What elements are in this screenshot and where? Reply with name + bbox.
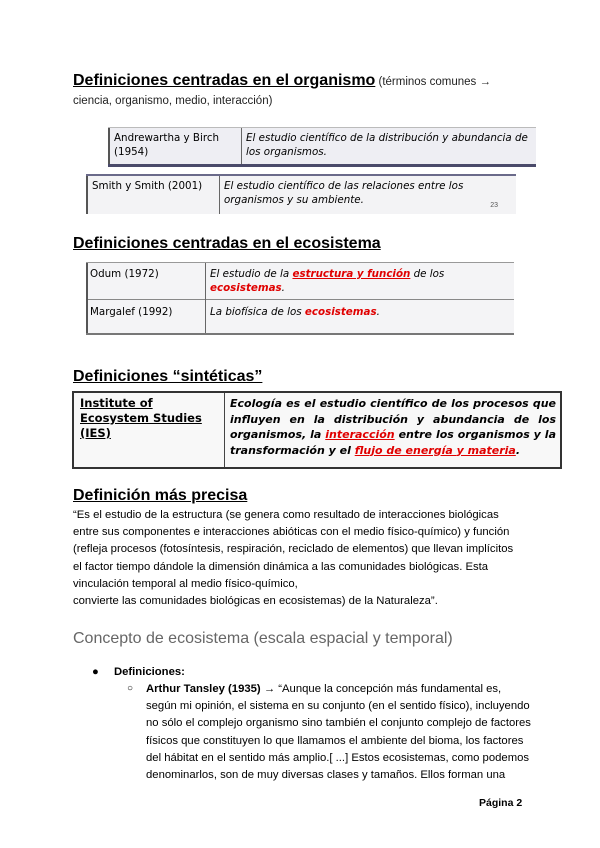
bullet-dot: ●: [92, 666, 99, 678]
definition-text: [210, 305, 510, 319]
highlight: flujo de energía y materia: [354, 443, 516, 457]
def-part: .: [281, 282, 285, 294]
heading-precisa: Definición más precisa: [73, 487, 248, 504]
section-heading: Definiciones centradas en el organismo: [73, 72, 376, 89]
highlight: estructura y función: [292, 268, 411, 280]
sub-bullet-icon: ○: [127, 683, 134, 694]
def-part: entre los organismos y la transformación y el: [230, 428, 556, 457]
precise-definition-end: convierte las comunidades biológicas en ecosistemas) de la Naturaleza”.: [73, 595, 438, 607]
definition-text: [230, 396, 556, 458]
author-text: Institute of Ecosystem Studies (IES): [80, 396, 202, 440]
heading-organismo: [73, 72, 543, 90]
def-part: El estudio de la: [210, 268, 293, 280]
definition-text: El estudio científico de las relaciones entre los organismos y su ambiente.: [224, 180, 464, 206]
def-part: La biofísica de los: [210, 306, 305, 318]
table-row: [86, 174, 516, 214]
author-name: Arthur Tansley (1935): [146, 683, 261, 695]
highlight: interacción: [325, 428, 395, 441]
definition-text: El estudio científico de la distribución y abundancia de los organismos.: [246, 132, 528, 158]
heading-ecosistema: Definiciones centradas en el ecosistema: [73, 235, 381, 252]
quote-text: → “Aunque la concepción más fundamental es, según mi opinión, el sistema en su conjunto (en el sentido físico), incluyendo no sólo el complejo organismo sino también el conjunto complejo de factores físicos que constituyen lo que llamamos el ambiente del bioma, los factores del hábitat en el sentido más amplio.[ ...] Estos ecosistemas, como podemos denominarlos, son de muy diversas clases y tamaños. Ellos forman una: [146, 683, 531, 782]
author-text: Margalef (1992): [90, 306, 173, 318]
precise-definition: “Es el estudio de la estructura (se genera como resultado de interacciones biológicas entre sus componentes e interacciones abióticas con el medio físico-químico) y función (refleja procesos (fotosíntesis, respiración, reciclado de elementos) que llevan implícitos el factor tiempo dándole la dimensión dinámica a las comunidades biológicas. Esta vinculación temporal al medio físico-químico,: [73, 509, 514, 590]
def-part: .: [376, 306, 380, 318]
author-text: Andrewartha y Birch (1954): [114, 132, 220, 158]
column-divider: [224, 393, 225, 467]
table-row: [108, 127, 536, 167]
bullet-label: Definiciones:: [113, 666, 185, 678]
bullet-item: [92, 666, 185, 678]
page-ref: 23: [490, 202, 498, 209]
page-number: Página 2: [479, 797, 523, 809]
author-cell: [108, 128, 242, 164]
heading-concepto: Concepto de ecosistema (escala espacial y temporal): [73, 630, 453, 647]
author-text: Odum (1972): [90, 268, 159, 280]
synthetic-table: [72, 391, 562, 469]
def-part: Ecología es el estudio científico de los procesos que influyen en la distribución y abundancia de los organismos, la: [230, 397, 556, 441]
def-part: .: [515, 443, 521, 457]
definition-text: [210, 267, 510, 295]
def-part: de los: [410, 268, 445, 280]
highlight: ecosistemas: [210, 282, 282, 294]
heading-sinteticas: Definiciones “sintéticas”: [73, 368, 263, 385]
ecosystem-table: [86, 262, 514, 335]
heading-note: (términos comunes →: [375, 76, 491, 88]
author-text: Smith y Smith (2001): [92, 180, 203, 192]
tansley-definition: [146, 681, 532, 784]
highlight: ecosistemas: [304, 306, 377, 318]
heading-note-2: ciencia, organismo, medio, interacción): [73, 95, 273, 107]
author-cell: [86, 176, 220, 214]
